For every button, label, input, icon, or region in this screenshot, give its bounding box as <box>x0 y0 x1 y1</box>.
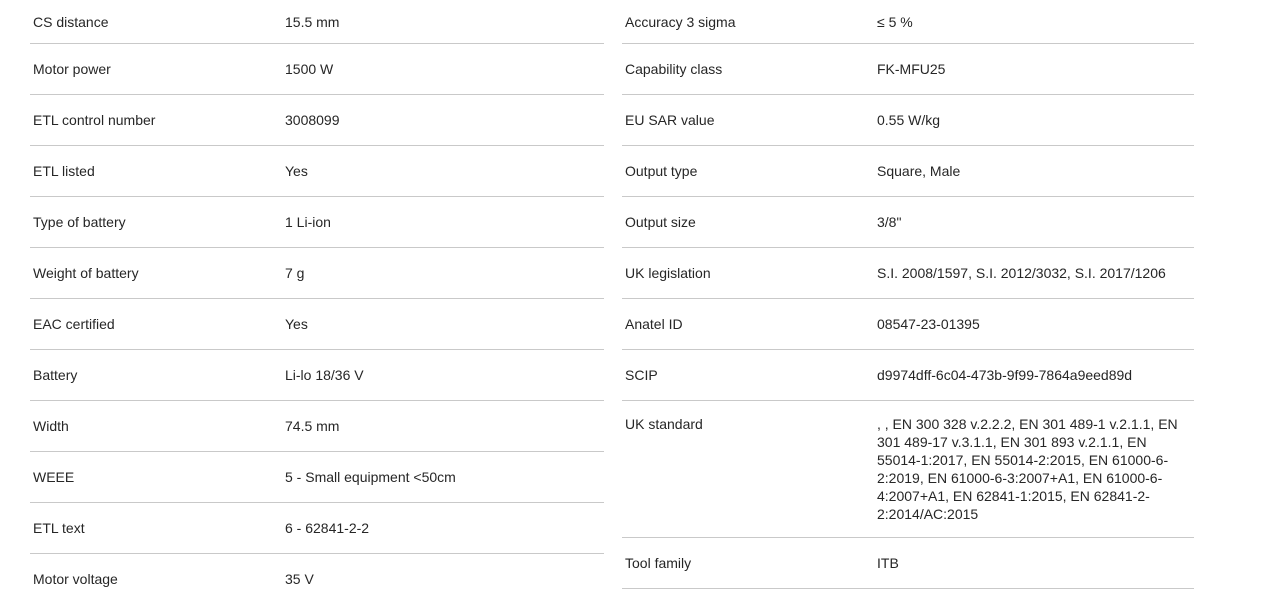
spec-row <box>30 146 604 197</box>
spec-value: 6 - 62841-2-2 <box>285 520 370 536</box>
spec-label: CS distance <box>33 13 109 30</box>
spec-label: Accuracy 3 sigma <box>625 13 736 30</box>
spec-value: 74.5 mm <box>285 418 340 434</box>
spec-row <box>30 299 604 350</box>
spec-label: WEEE <box>33 469 75 485</box>
spec-label: Width <box>33 418 69 434</box>
spec-value: 3008099 <box>285 112 340 128</box>
spec-label: Weight of battery <box>33 265 139 281</box>
spec-label: Type of battery <box>33 214 126 230</box>
spec-value: 08547-23-01395 <box>877 316 980 332</box>
spec-row <box>30 350 604 401</box>
spec-label: Output size <box>625 214 696 230</box>
spec-value: ≤ 5 % <box>877 13 913 30</box>
spec-row <box>622 197 1194 248</box>
spec-value: Yes <box>285 316 308 332</box>
spec-label: EAC certified <box>33 316 115 332</box>
spec-row <box>622 350 1194 401</box>
spec-label: ETL text <box>33 520 85 536</box>
spec-value: d9974dff-6c04-473b-9f99-7864a9eed89d <box>877 367 1133 383</box>
spec-value: 3/8" <box>877 214 902 230</box>
spec-row <box>622 248 1194 299</box>
spec-row <box>622 95 1194 146</box>
spec-label: Anatel ID <box>625 316 683 332</box>
spec-value: 5 - Small equipment <50cm <box>285 469 456 485</box>
spec-row <box>30 44 604 95</box>
spec-label: Battery <box>33 367 78 383</box>
spec-label: UK legislation <box>625 265 711 281</box>
spec-label: UK standard <box>625 416 703 432</box>
spec-label: Motor power <box>33 61 111 77</box>
spec-value: , , EN 300 328 v.2.2.2, EN 301 489-1 v.2.1.1, EN 301 489-17 v.3.1.1, EN 301 893 v.2.1.1, EN 55014-1:2017, EN 55014-2:2015, EN 61000-6-2:2019, EN 61000-6-3:2007+A1, EN 61000-6-4:2007+A1, EN 62841-1:2015, EN 62841-2-2:2014/AC:2015 <box>877 416 1178 522</box>
spec-row <box>622 44 1194 95</box>
spec-row <box>622 0 1194 44</box>
spec-value: 0.55 W/kg <box>877 112 941 128</box>
spec-label: ETL control number <box>33 112 156 128</box>
spec-row <box>622 299 1194 350</box>
spec-row <box>30 503 604 554</box>
spec-value: FK-MFU25 <box>877 61 946 77</box>
spec-value: Yes <box>285 163 308 179</box>
spec-value: 1 Li-ion <box>285 214 331 230</box>
spec-value: 35 V <box>285 571 314 587</box>
spec-value: 15.5 mm <box>285 13 340 30</box>
spec-row <box>30 452 604 503</box>
spec-row <box>30 95 604 146</box>
spec-label: Capability class <box>625 61 723 77</box>
spec-row <box>30 248 604 299</box>
spec-row <box>622 401 1194 538</box>
spec-value: Square, Male <box>877 163 961 179</box>
spec-label: EU SAR value <box>625 112 715 128</box>
spec-row <box>622 146 1194 197</box>
spec-row <box>30 197 604 248</box>
spec-row <box>30 554 604 602</box>
spec-label: ETL listed <box>33 163 95 179</box>
spec-label: Tool family <box>625 555 692 571</box>
spec-table-left <box>30 0 604 602</box>
spec-value: ITB <box>877 555 899 571</box>
spec-value: 7 g <box>285 265 305 281</box>
spec-table-right <box>622 0 1194 589</box>
spec-row <box>30 0 604 44</box>
spec-value: 1500 W <box>285 61 334 77</box>
spec-label: SCIP <box>625 367 658 383</box>
spec-label: Motor voltage <box>33 571 118 587</box>
spec-value: S.I. 2008/1597, S.I. 2012/3032, S.I. 2017/1206 <box>877 265 1166 281</box>
spec-label: Output type <box>625 163 698 179</box>
spec-row <box>30 401 604 452</box>
spec-row <box>622 538 1194 589</box>
spec-value: Li-lo 18/36 V <box>285 367 364 383</box>
